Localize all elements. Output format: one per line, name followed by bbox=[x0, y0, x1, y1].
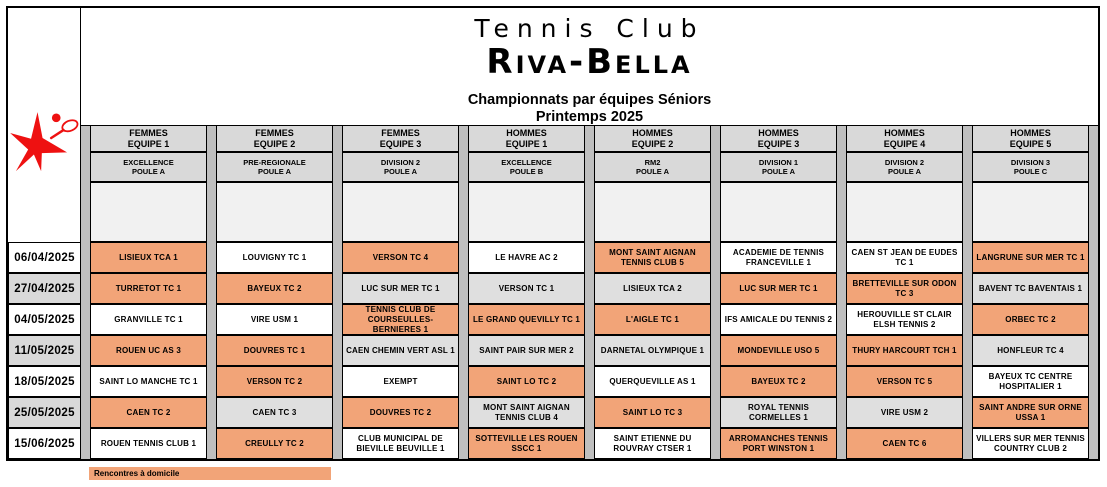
date-cell: 06/04/2025 bbox=[8, 242, 81, 273]
match-cell: THURY HARCOURT TCH 1 bbox=[846, 335, 963, 366]
team-gender: FEMMES bbox=[381, 127, 420, 138]
column-separator bbox=[837, 125, 846, 459]
team-header bbox=[846, 125, 963, 152]
match-cell: MONT SAINT AIGNAN TENNIS CLUB 4 bbox=[468, 397, 585, 428]
tennis-star-logo-icon bbox=[8, 95, 80, 181]
match-cell: IFS AMICALE DU TENNIS 2 bbox=[720, 304, 837, 335]
match-cell: LUC SUR MER TC 1 bbox=[720, 273, 837, 304]
empty-cell bbox=[594, 182, 711, 242]
team-header bbox=[972, 125, 1089, 152]
poule-name: POULE B bbox=[509, 167, 544, 176]
match-cell: CAEN TC 3 bbox=[216, 397, 333, 428]
team-gender: FEMMES bbox=[255, 127, 294, 138]
match-cell: VIRE USM 1 bbox=[216, 304, 333, 335]
team-gender: HOMMES bbox=[632, 127, 673, 138]
match-cell: SAINT ANDRE SUR ORNE USSA 1 bbox=[972, 397, 1089, 428]
team-header bbox=[90, 125, 207, 152]
match-cell: CLUB MUNICIPAL DE BIEVILLE BEUVILLE 1 bbox=[342, 428, 459, 459]
division-name: RM2 bbox=[644, 157, 661, 167]
division-name: DIVISION 3 bbox=[1010, 157, 1051, 167]
date-cell: 27/04/2025 bbox=[8, 273, 81, 304]
match-cell: CAEN TC 6 bbox=[846, 428, 963, 459]
subtitle bbox=[81, 92, 1098, 126]
match-cell: HONFLEUR TC 4 bbox=[972, 335, 1089, 366]
column-separator bbox=[333, 125, 342, 459]
match-cell: VERSON TC 5 bbox=[846, 366, 963, 397]
column-separator bbox=[963, 125, 972, 459]
match-cell: TURRETOT TC 1 bbox=[90, 273, 207, 304]
match-cell: L'AIGLE TC 1 bbox=[594, 304, 711, 335]
division-label bbox=[972, 152, 1089, 182]
empty-cell bbox=[846, 182, 963, 242]
column-separator bbox=[711, 125, 720, 459]
match-cell: CREULLY TC 2 bbox=[216, 428, 333, 459]
match-cell: CAEN TC 2 bbox=[90, 397, 207, 428]
date-cell: 25/05/2025 bbox=[8, 397, 81, 428]
match-cell: DOUVRES TC 1 bbox=[216, 335, 333, 366]
division-name: DIVISION 2 bbox=[380, 157, 421, 167]
team-number: EQUIPE 1 bbox=[505, 138, 548, 149]
match-cell: DOUVRES TC 2 bbox=[342, 397, 459, 428]
match-cell: LOUVIGNY TC 1 bbox=[216, 242, 333, 273]
match-cell: ROUEN UC AS 3 bbox=[90, 335, 207, 366]
team-header bbox=[216, 125, 333, 152]
column-separator bbox=[1089, 125, 1098, 459]
match-cell: ARROMANCHES TENNIS PORT WINSTON 1 bbox=[720, 428, 837, 459]
match-cell: LANGRUNE SUR MER TC 1 bbox=[972, 242, 1089, 273]
division-label bbox=[720, 152, 837, 182]
match-cell: LUC SUR MER TC 1 bbox=[342, 273, 459, 304]
poule-name: POULE A bbox=[635, 167, 670, 176]
division-name: DIVISION 2 bbox=[884, 157, 925, 167]
match-cell: VERSON TC 4 bbox=[342, 242, 459, 273]
match-cell: BAYEUX TC CENTRE HOSPITALIER 1 bbox=[972, 366, 1089, 397]
date-cell: 18/05/2025 bbox=[8, 366, 81, 397]
poule-name: POULE A bbox=[131, 167, 166, 176]
match-cell: LISIEUX TCA 1 bbox=[90, 242, 207, 273]
poule-name: POULE A bbox=[887, 167, 922, 176]
team-gender: FEMMES bbox=[129, 127, 168, 138]
division-label bbox=[90, 152, 207, 182]
match-cell: MONDEVILLE USO 5 bbox=[720, 335, 837, 366]
column-separator bbox=[585, 125, 594, 459]
empty-cell bbox=[468, 182, 585, 242]
team-gender: HOMMES bbox=[1010, 127, 1051, 138]
club-name-line1: Tennis Club bbox=[474, 14, 705, 43]
empty-cell bbox=[972, 182, 1089, 242]
team-header bbox=[342, 125, 459, 152]
match-cell: SOTTEVILLE LES ROUEN SSCC 1 bbox=[468, 428, 585, 459]
match-cell: BAVENT TC BAVENTAIS 1 bbox=[972, 273, 1089, 304]
match-cell: BAYEUX TC 2 bbox=[720, 366, 837, 397]
match-cell: EXEMPT bbox=[342, 366, 459, 397]
home-matches-legend: Rencontres à domicile bbox=[89, 467, 331, 480]
match-cell: SAINT LO TC 3 bbox=[594, 397, 711, 428]
division-name: EXCELLENCE bbox=[123, 157, 174, 167]
empty-cell bbox=[90, 182, 207, 242]
match-cell: CAEN ST JEAN DE EUDES TC 1 bbox=[846, 242, 963, 273]
division-name: DIVISION 1 bbox=[758, 157, 799, 167]
match-cell: ROUEN TENNIS CLUB 1 bbox=[90, 428, 207, 459]
column-separator bbox=[207, 125, 216, 459]
match-cell: SAINT PAIR SUR MER 2 bbox=[468, 335, 585, 366]
match-cell: CAEN CHEMIN VERT ASL 1 bbox=[342, 335, 459, 366]
division-label bbox=[468, 152, 585, 182]
division-label bbox=[594, 152, 711, 182]
team-number: EQUIPE 2 bbox=[631, 138, 674, 149]
match-cell: BRETTEVILLE SUR ODON TC 3 bbox=[846, 273, 963, 304]
club-name-line2: Riva-Bella bbox=[486, 42, 693, 82]
title-block bbox=[81, 8, 1098, 125]
date-cell: 04/05/2025 bbox=[8, 304, 81, 335]
match-cell: ACADEMIE DE TENNIS FRANCEVILLE 1 bbox=[720, 242, 837, 273]
poule-name: POULE A bbox=[257, 167, 292, 176]
column-separator bbox=[459, 125, 468, 459]
division-name: EXCELLENCE bbox=[501, 157, 552, 167]
empty-cell bbox=[720, 182, 837, 242]
division-label bbox=[342, 152, 459, 182]
division-name: PRE-REGIONALE bbox=[243, 157, 306, 167]
date-cell: 15/06/2025 bbox=[8, 428, 81, 459]
match-cell: HEROUVILLE ST CLAIR ELSH TENNIS 2 bbox=[846, 304, 963, 335]
match-cell: TENNIS CLUB DE COURSEULLES-BERNIERES 1 bbox=[342, 304, 459, 335]
match-cell: VERSON TC 1 bbox=[468, 273, 585, 304]
empty-cell bbox=[342, 182, 459, 242]
subtitle-line2: Printemps 2025 bbox=[535, 109, 644, 125]
match-cell: LE HAVRE AC 2 bbox=[468, 242, 585, 273]
match-cell: GRANVILLE TC 1 bbox=[90, 304, 207, 335]
team-number: EQUIPE 2 bbox=[253, 138, 296, 149]
date-cell: 11/05/2025 bbox=[8, 335, 81, 366]
team-number: EQUIPE 3 bbox=[757, 138, 800, 149]
poule-name: POULE A bbox=[761, 167, 796, 176]
team-gender: HOMMES bbox=[758, 127, 799, 138]
match-cell: MONT SAINT AIGNAN TENNIS CLUB 5 bbox=[594, 242, 711, 273]
match-cell: SAINT ETIENNE DU ROUVRAY CTSER 1 bbox=[594, 428, 711, 459]
empty-cell bbox=[216, 182, 333, 242]
tennis-ball bbox=[52, 114, 61, 123]
match-cell: VIRE USM 2 bbox=[846, 397, 963, 428]
team-number: EQUIPE 4 bbox=[883, 138, 926, 149]
team-number: EQUIPE 5 bbox=[1009, 138, 1052, 149]
match-cell: VERSON TC 2 bbox=[216, 366, 333, 397]
match-cell: BAYEUX TC 2 bbox=[216, 273, 333, 304]
match-cell: SAINT LO MANCHE TC 1 bbox=[90, 366, 207, 397]
match-cell: VILLERS SUR MER TENNIS COUNTRY CLUB 2 bbox=[972, 428, 1089, 459]
match-cell: QUERQUEVILLE AS 1 bbox=[594, 366, 711, 397]
match-cell: SAINT LO TC 2 bbox=[468, 366, 585, 397]
match-cell: DARNETAL OLYMPIQUE 1 bbox=[594, 335, 711, 366]
team-gender: HOMMES bbox=[506, 127, 547, 138]
poule-name: POULE A bbox=[383, 167, 418, 176]
subtitle-line1: Championnats par équipes Séniors bbox=[467, 92, 712, 108]
match-cell: LISIEUX TCA 2 bbox=[594, 273, 711, 304]
team-header bbox=[468, 125, 585, 152]
division-label bbox=[216, 152, 333, 182]
match-cell: ORBEC TC 2 bbox=[972, 304, 1089, 335]
club-logo bbox=[8, 8, 81, 242]
poule-name: POULE C bbox=[1013, 167, 1048, 176]
match-cell: ROYAL TENNIS CORMELLES 1 bbox=[720, 397, 837, 428]
team-header bbox=[594, 125, 711, 152]
match-cell: LE GRAND QUEVILLY TC 1 bbox=[468, 304, 585, 335]
column-separator bbox=[81, 125, 90, 459]
division-label bbox=[846, 152, 963, 182]
team-header bbox=[720, 125, 837, 152]
team-number: EQUIPE 1 bbox=[127, 138, 170, 149]
team-gender: HOMMES bbox=[884, 127, 925, 138]
schedule-board bbox=[6, 6, 1100, 461]
team-number: EQUIPE 3 bbox=[379, 138, 422, 149]
